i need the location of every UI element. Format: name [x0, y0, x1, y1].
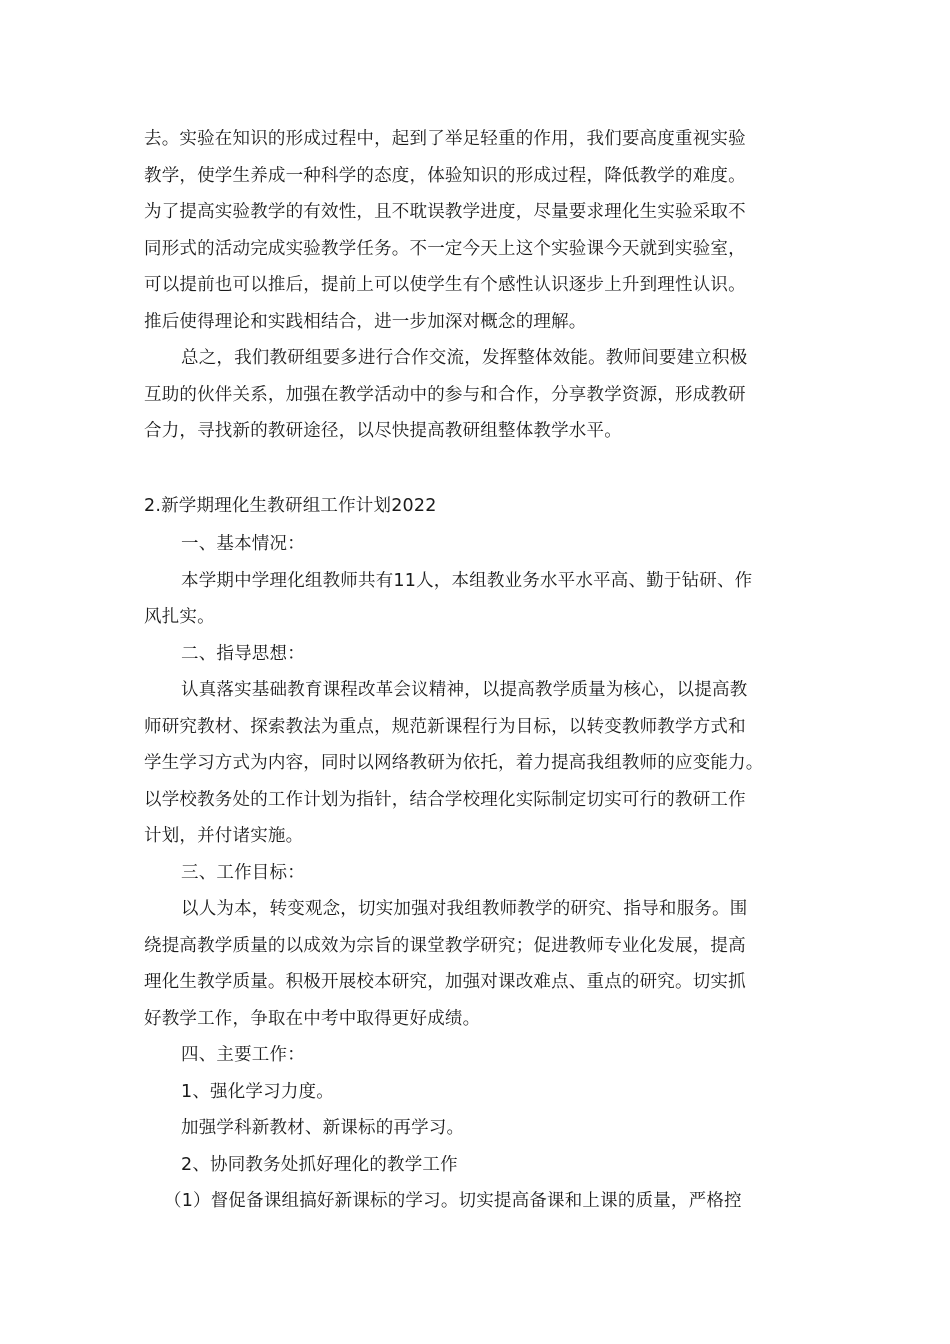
- paragraph-line: 本学期中学理化组教师共有11人，本组教业务水平水平高、勤于钻研、作: [181, 570, 753, 591]
- paragraph-line: 加强学科新教材、新课标的再学习。: [181, 1118, 465, 1138]
- paragraph-line: 风扎实。: [144, 607, 215, 627]
- paragraph-line: 互助的伙伴关系，加强在教学活动中的参与和合作，分享教学资源，形成教研: [144, 384, 746, 405]
- subheading-guiding-ideas: 二、指导思想：: [181, 643, 305, 664]
- section-heading: 2.新学期理化生教研组工作计划2022: [144, 496, 437, 516]
- list-item-heading: 2、协同教务处抓好理化的教学工作: [181, 1154, 458, 1175]
- paragraph-line: 计划，并付诸实施。: [144, 826, 304, 846]
- paragraph-line: 以学校教务处的工作计划为指针，结合学校理化实际制定切实可行的教研工作: [144, 789, 746, 810]
- section-2-body: [144, 526, 814, 1220]
- list-item-heading: 1、强化学习力度。: [181, 1081, 334, 1102]
- paragraph-line: 教学，使学生养成一种科学的态度，体验知识的形成过程，降低教学的难度。: [144, 165, 746, 186]
- paragraph-line: 理化生教学质量。积极开展校本研究，加强对课改难点、重点的研究。切实抓: [144, 972, 746, 992]
- paragraph-line: 绕提高教学质量的以成效为宗旨的课堂教学研究；促进教师专业化发展，提高: [144, 935, 746, 956]
- paragraph-line: 学生学习方式为内容，同时以网络教研为依托，着力提高我组教师的应变能力。: [144, 753, 764, 773]
- paragraph-line: 总之，我们教研组要多进行合作交流，发挥整体效能。教师间要建立积极: [181, 348, 748, 368]
- paragraph-line: 推后使得理论和实践相结合，进一步加深对概念的理解。: [144, 311, 587, 332]
- paragraph-line: 为了提高实验教学的有效性，且不耽误教学进度，尽量要求理化生实验采取不: [144, 202, 746, 222]
- subheading-basic-info: 一、基本情况：: [181, 534, 305, 554]
- paragraph-line: 合力，寻找新的教研途径，以尽快提高教研组整体教学水平。: [144, 421, 622, 441]
- subheading-main-work: 四、主要工作：: [181, 1045, 305, 1065]
- section-2-title: [144, 488, 814, 525]
- section-1-body: [144, 121, 814, 450]
- paragraph-line: 同形式的活动完成实验教学任务。不一定今天上这个实验课今天就到实验室，: [144, 238, 746, 259]
- paragraph-line: 以人为本，转变观念，切实加强对我组教师教学的研究、指导和服务。围: [181, 899, 748, 919]
- paragraph-line: 好教学工作，争取在中考中取得更好成绩。: [144, 1008, 481, 1029]
- paragraph-line: （1）督促备课组搞好新课标的学习。切实提高备课和上课的质量，严格控: [164, 1191, 742, 1211]
- paragraph-line: 认真落实基础教育课程改革会议精神，以提高教学质量为核心，以提高教: [181, 680, 748, 700]
- paragraph-line: 师研究教材、探索教法为重点，规范新课程行为目标，以转变教师教学方式和: [144, 716, 746, 737]
- paragraph-line: 可以提前也可以推后，提前上可以使学生有个感性认识逐步上升到理性认识。: [144, 275, 746, 295]
- subheading-work-goals: 三、工作目标：: [181, 862, 305, 883]
- paragraph-line: 去。实验在知识的形成过程中，起到了举足轻重的作用，我们要高度重视实验: [144, 129, 746, 149]
